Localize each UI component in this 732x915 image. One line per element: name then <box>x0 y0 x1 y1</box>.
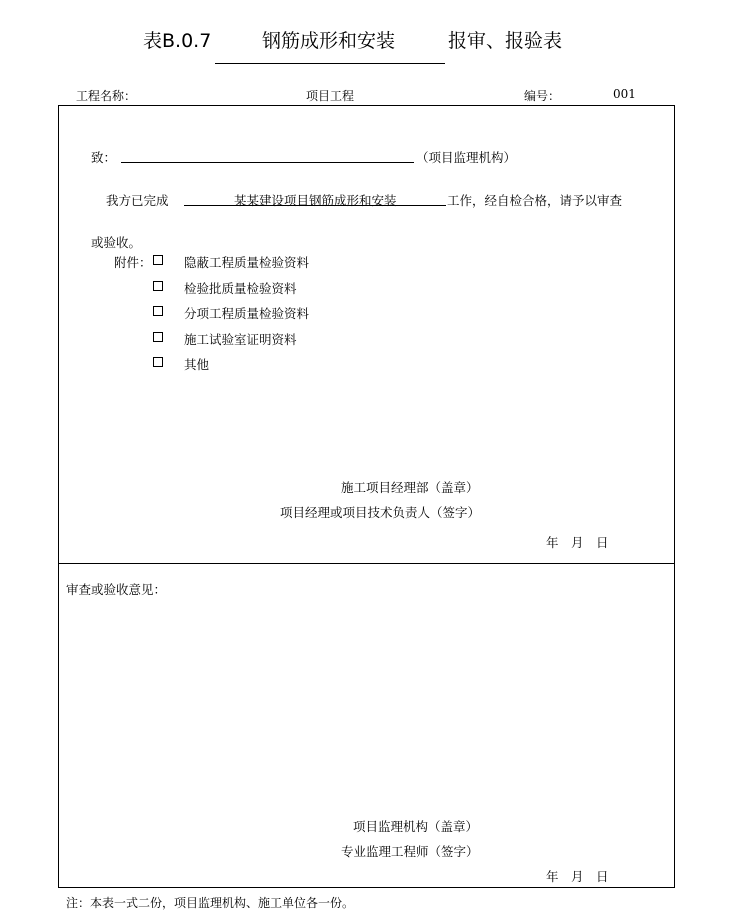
attachment-label-3: 分项工程质量检验资料 <box>184 306 310 321</box>
completed-suffix: 工作，经自检合格，请予以审查 <box>447 193 623 208</box>
supervisor-signature: 专业监理工程师（签字） <box>341 844 479 859</box>
attachment-label-5: 其他 <box>184 357 210 372</box>
contractor-signature: 项目经理或项目技术负责人（签字） <box>280 505 481 520</box>
section-divider <box>58 563 675 564</box>
attachment-checkbox-1[interactable] <box>153 255 163 265</box>
to-label: 致： <box>91 150 117 165</box>
footer-note: 注：本表一式二份，项目监理机构、施工单位各一份。 <box>66 896 355 910</box>
attachment-checkbox-2[interactable] <box>153 281 163 291</box>
attachment-checkbox-5[interactable] <box>153 357 163 367</box>
completed-prefix: 我方已完成 <box>106 193 169 208</box>
to-field[interactable] <box>121 162 414 163</box>
supervision-seal: 项目监理机构（盖章） <box>353 819 479 834</box>
contractor-seal: 施工项目经理部（盖章） <box>341 480 479 495</box>
completed-line2: 或验收。 <box>91 235 142 250</box>
attachment-label-1: 隐蔽工程质量检验资料 <box>184 255 310 270</box>
form-title-suffix: 报审、报验表 <box>448 30 563 52</box>
form-frame <box>58 105 675 888</box>
attachment-label: 附件： <box>114 255 152 270</box>
completed-work-field[interactable] <box>184 205 446 206</box>
project-name-value: 项目工程 <box>306 89 355 103</box>
contractor-date: 年 月 日 <box>546 535 609 550</box>
attachment-checkbox-4[interactable] <box>153 332 163 342</box>
number-value: 001 <box>613 87 636 101</box>
title-underline <box>215 63 445 64</box>
form-title: 钢筋成形和安装 <box>262 30 396 52</box>
attachment-checkbox-3[interactable] <box>153 306 163 316</box>
opinion-label: 审查或验收意见： <box>66 582 167 597</box>
supervision-date: 年 月 日 <box>546 869 609 884</box>
form-code: 表B.0.7 <box>143 30 212 52</box>
number-label: 编号： <box>524 89 561 103</box>
completed-work-value: 某某建设项目钢筋成形和安装 <box>234 193 397 208</box>
attachment-label-4: 施工试验室证明资料 <box>184 332 297 347</box>
attachment-label-2: 检验批质量检验资料 <box>184 281 297 296</box>
to-suffix: （项目监理机构） <box>416 150 517 165</box>
project-name-label: 工程名称： <box>76 89 137 103</box>
